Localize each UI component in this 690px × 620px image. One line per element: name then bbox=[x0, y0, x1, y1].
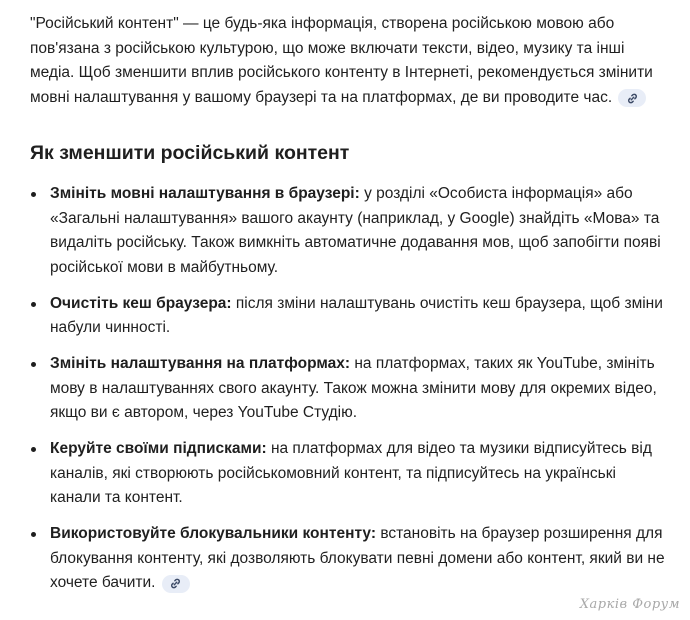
list-item-text: встановіть на браузер розширення для блокування контенту, які дозволяють блокувати певні домени або контент, який ви не хочете бачити. bbox=[50, 525, 665, 591]
list-item-lead: Змініть налаштування на платформах: bbox=[50, 355, 351, 372]
source-link-button[interactable] bbox=[162, 575, 190, 593]
answer-content bbox=[30, 12, 670, 607]
tips-list bbox=[30, 182, 670, 596]
list-item bbox=[30, 292, 670, 341]
list-item-lead: Керуйте своїми підписками: bbox=[50, 440, 267, 457]
source-link-button[interactable] bbox=[618, 89, 646, 107]
bullet-dot bbox=[31, 302, 36, 307]
list-item-text: на платформах для відео та музики відписуйтесь від каналів, які створюють російськомовний контент, та підписуйтесь на українські канали та контент. bbox=[50, 440, 652, 506]
watermark: Харків Форум bbox=[579, 597, 680, 612]
intro-paragraph bbox=[30, 12, 670, 110]
list-item-lead: Змініть мовні налаштування в браузері: bbox=[50, 185, 360, 202]
list-item bbox=[30, 522, 670, 596]
link-icon bbox=[169, 577, 182, 590]
list-item-text: на платформах, таких як YouTube, змініть мову в налаштуваннях свого акаунту. Також можна змінити мову для окремих відео, якщо ви є автором, через YouTube Студію. bbox=[50, 355, 657, 421]
bullet-dot bbox=[31, 192, 36, 197]
list-item-lead: Очистіть кеш браузера: bbox=[50, 294, 232, 312]
list-item-text: після зміни налаштувань очистіть кеш браузера, щоб зміни набули чинності. bbox=[50, 294, 663, 336]
list-item bbox=[30, 182, 670, 280]
bullet-dot bbox=[31, 447, 36, 452]
list-item-text: у розділі «Особиста інформація» або «Загальні налаштування» вашого акаунту (наприклад, у Google) знайдіть «Мова» та видаліть російську. Також вимкніть автоматичне додавання мов, щоб запобігти появі російської мови в майбутньому. bbox=[50, 185, 661, 276]
list-item bbox=[30, 437, 670, 511]
bullet-dot bbox=[31, 362, 36, 367]
intro-text: "Російський контент" — це будь-яка інформація, створена російською мовою або пов'язана з російською культурою, що може включати тексти, відео, музику та інші медіа. Щоб зменшити вплив російського контенту в Інтернеті, рекомендується змінити мовні налаштування у вашому браузері та на платформах, де ви проводите час. bbox=[30, 15, 653, 106]
bullet-dot bbox=[31, 532, 36, 537]
list-item bbox=[30, 352, 670, 426]
list-item-lead: Використовуйте блокувальники контенту: bbox=[50, 525, 377, 542]
link-icon bbox=[626, 92, 639, 105]
section-heading: Як зменшити російський контент bbox=[30, 142, 350, 164]
